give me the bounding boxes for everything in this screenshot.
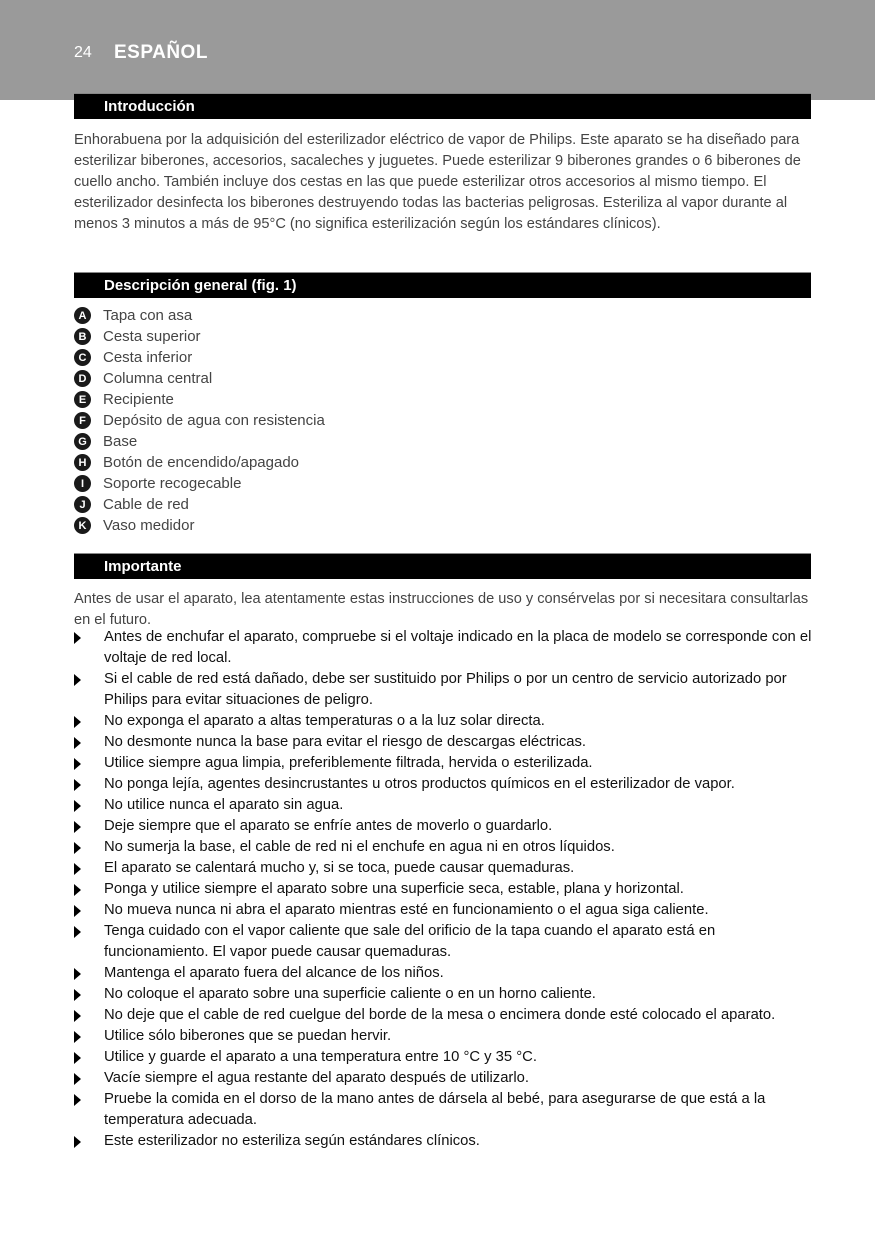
part-label: Columna central [103, 370, 213, 387]
list-item [74, 305, 574, 326]
section-heading-important: Importante [74, 553, 811, 579]
bullet-arrow-icon [74, 632, 81, 644]
list-item: No sumerja la base, el cable de red ni el enchufe en agua ni en otros líquidos. [74, 837, 814, 858]
bullet-arrow-icon [74, 1010, 81, 1022]
list-item [74, 347, 574, 368]
list-item: Este esterilizador no esteriliza según estándares clínicos. [74, 1131, 814, 1152]
letter-badge: K [74, 517, 91, 534]
list-item [74, 473, 574, 494]
bullet-arrow-icon [74, 737, 81, 749]
list-item [74, 431, 574, 452]
bullet-arrow-icon [74, 905, 81, 917]
list-item: El aparato se calentará mucho y, si se toca, puede causar quemaduras. [74, 858, 814, 879]
part-label: Base [103, 433, 138, 450]
bullet-arrow-icon [74, 926, 81, 938]
list-item [74, 452, 574, 473]
part-label: Cable de red [103, 496, 189, 513]
letter-badge: I [74, 475, 91, 492]
letter-badge: J [74, 496, 91, 513]
intro-paragraph: Enhorabuena por la adquisición del esterilizador eléctrico de vapor de Philips. Este aparato se ha diseñado para esterilizar biberones, accesorios, sacaleches y juguetes. Puede esterilizar 9 biberones grandes o 6 biberones de cuello ancho. También incluye dos cestas en las que puede esterilizar otros accesorios al mismo tiempo. El esterilizador desinfecta los biberones destruyendo todas las bacterias peligrosas. Esteriliza al vapor durante al menos 3 minutos a más de 95°C (no significa esterilización según los estándares clínicos). [74, 132, 801, 232]
section-heading-overview: Descripción general (fig. 1) [74, 272, 811, 298]
letter-badge: H [74, 454, 91, 471]
list-item: Utilice y guarde el aparato a una temperatura entre 10 °C y 35 °C. [74, 1047, 814, 1068]
list-item: No exponga el aparato a altas temperaturas o a la luz solar directa. [74, 711, 814, 732]
list-item [74, 494, 574, 515]
language-title: ESPAÑOL [114, 42, 208, 63]
bullet-arrow-icon [74, 842, 81, 854]
list-item [74, 326, 574, 347]
important-intro-paragraph: Antes de usar el aparato, lea atentamente estas instrucciones de uso y consérvelas por si necesitara consultarlas en el futuro. [74, 591, 809, 628]
bullet-arrow-icon [74, 884, 81, 896]
list-item: Tenga cuidado con el vapor caliente que sale del orificio de la tapa cuando el aparato está en funcionamiento. El vapor puede causar quemaduras. [74, 921, 814, 963]
list-item: No ponga lejía, agentes desincrustantes u otros productos químicos en el esterilizador de vapor. [74, 774, 814, 795]
bullet-arrow-icon [74, 1094, 81, 1106]
list-item: Ponga y utilice siempre el aparato sobre una superficie seca, estable, plana y horizontal. [74, 879, 814, 900]
bullet-arrow-icon [74, 989, 81, 1001]
list-item: Utilice siempre agua limpia, preferiblemente filtrada, hervida o esterilizada. [74, 753, 814, 774]
bullet-arrow-icon [74, 674, 81, 686]
list-item: No utilice nunca el aparato sin agua. [74, 795, 814, 816]
part-label: Tapa con asa [103, 307, 193, 324]
warnings-list [74, 627, 814, 1152]
list-item: Mantenga el aparato fuera del alcance de los niños. [74, 963, 814, 984]
list-item: Utilice sólo biberones que se puedan hervir. [74, 1026, 814, 1047]
bullet-arrow-icon [74, 1073, 81, 1085]
letter-badge: C [74, 349, 91, 366]
bullet-arrow-icon [74, 716, 81, 728]
part-label: Recipiente [103, 391, 174, 408]
part-label: Cesta superior [103, 328, 201, 345]
list-item [74, 368, 574, 389]
page-number: 24 [74, 44, 92, 61]
letter-badge: G [74, 433, 91, 450]
bullet-arrow-icon [74, 758, 81, 770]
letter-badge: D [74, 370, 91, 387]
parts-list [74, 305, 574, 536]
bullet-arrow-icon [74, 863, 81, 875]
section-heading-intro: Introducción [74, 93, 811, 119]
list-item: No coloque el aparato sobre una superficie caliente o en un horno caliente. [74, 984, 814, 1005]
bullet-arrow-icon [74, 800, 81, 812]
list-item [74, 410, 574, 431]
list-item [74, 389, 574, 410]
letter-badge: B [74, 328, 91, 345]
bullet-arrow-icon [74, 968, 81, 980]
letter-badge: A [74, 307, 91, 324]
list-item: Antes de enchufar el aparato, compruebe si el voltaje indicado en la placa de modelo se corresponde con el voltaje de red local. [74, 627, 814, 669]
part-label: Botón de encendido/apagado [103, 454, 300, 471]
bullet-arrow-icon [74, 1052, 81, 1064]
list-item: Pruebe la comida en el dorso de la mano antes de dársela al bebé, para asegurarse de que está a la temperatura adecuada. [74, 1089, 814, 1131]
page-header [0, 0, 875, 100]
letter-badge: E [74, 391, 91, 408]
part-label: Depósito de agua con resistencia [103, 412, 325, 429]
bullet-arrow-icon [74, 779, 81, 791]
list-item: Vacíe siempre el agua restante del aparato después de utilizarlo. [74, 1068, 814, 1089]
list-item: No mueva nunca ni abra el aparato mientras esté en funcionamiento o el agua siga caliente. [74, 900, 814, 921]
list-item: No desmonte nunca la base para evitar el riesgo de descargas eléctricas. [74, 732, 814, 753]
list-item: Deje siempre que el aparato se enfríe antes de moverlo o guardarlo. [74, 816, 814, 837]
list-item: No deje que el cable de red cuelgue del borde de la mesa o encimera donde esté colocado el aparato. [74, 1005, 814, 1026]
bullet-arrow-icon [74, 1136, 81, 1148]
letter-badge: F [74, 412, 91, 429]
bullet-arrow-icon [74, 821, 81, 833]
bullet-arrow-icon [74, 1031, 81, 1043]
list-item: Si el cable de red está dañado, debe ser sustituido por Philips o por un centro de servicio autorizado por Philips para evitar situaciones de peligro. [74, 669, 814, 711]
list-item [74, 515, 574, 536]
part-label: Soporte recogecable [103, 475, 242, 492]
part-label: Cesta inferior [103, 349, 193, 366]
part-label: Vaso medidor [103, 517, 195, 534]
